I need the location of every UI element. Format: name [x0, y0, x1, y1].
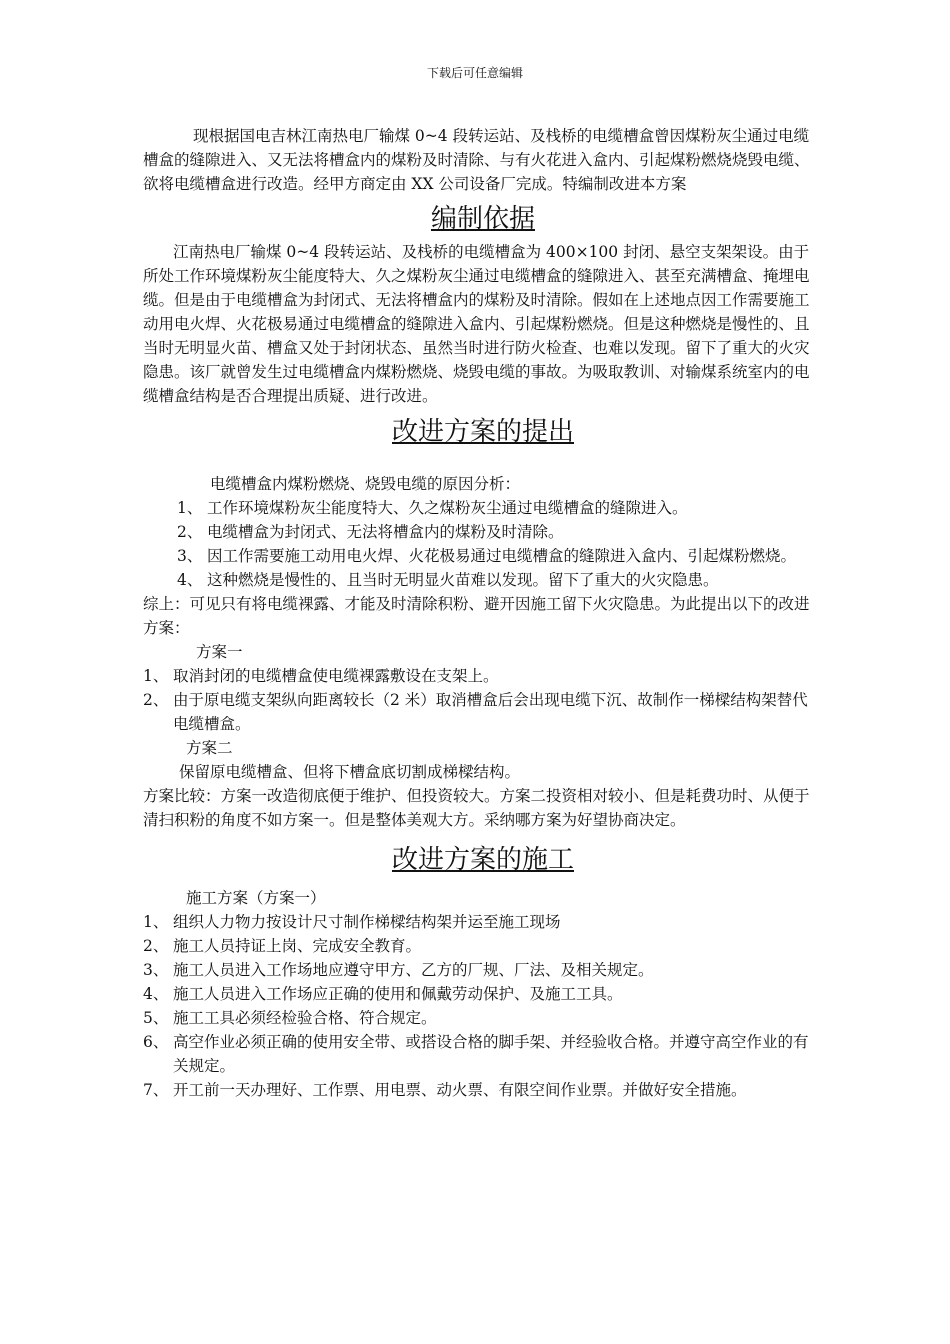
list-item: 4、 施工人员进入工作场应正确的使用和佩戴劳动保护、及施工工具。 — [143, 985, 623, 1003]
list-item: 1、 组织人力物力按设计尺寸制作梯樑结构架并运至施工现场 — [143, 913, 561, 931]
list-item: 5、 施工工具必须经检验合格、符合规定。 — [143, 1009, 437, 1027]
section-title-construction: 改进方案的施工 — [391, 845, 574, 875]
list-item: 1、 取消封闭的电缆槽盒使电缆裸露敷设在支架上。 — [143, 667, 499, 685]
construction-plan-title: 施工方案（方案一） — [186, 889, 326, 907]
construction-list — [143, 910, 823, 1102]
summary-paragraph: 综上：可见只有将电缆裸露、才能及时清除积粉、避开因施工留下火灾隐患。为此提出以下的改进方案： — [143, 595, 810, 637]
comparison-paragraph: 方案比较：方案一改造彻底便于维护、但投资较大。方案二投资相对较小、但是耗费功时、从便于清扫积粉的角度不如方案一。但是整体美观大方。采纳哪方案为好望协商决定。 — [143, 787, 810, 829]
list-item: 1、 工作环境煤粉灰尘能度特大、久之煤粉灰尘通过电缆槽盒的缝隙进入。 — [177, 499, 688, 517]
list-item: 4、 这种燃烧是慢性的、且当时无明显火苗难以发现。留下了重大的火灾隐患。 — [177, 571, 719, 589]
document-body — [143, 124, 823, 1102]
plan1-title: 方案一 — [196, 643, 243, 661]
page-header: 下载后可任意编辑 — [426, 66, 523, 80]
list-item: 6、 高空作业必须正确的使用安全带、或搭设合格的脚手架、并经验收合格。并遵守高空作业的有关规定。 — [143, 1033, 809, 1075]
list-item: 2、 由于原电缆支架纵向距离较长（2 米）取消槽盒后会出现电缆下沉、故制作一梯樑结构架替代电缆槽盒。 — [143, 691, 808, 733]
list-item: 3、 因工作需要施工动用电火焊、火花极易通过电缆槽盒的缝隙进入盒内、引起煤粉燃烧。 — [177, 547, 797, 565]
analysis-title: 电缆槽盒内煤粉燃烧、烧毁电缆的原因分析： — [210, 475, 521, 493]
plan1-list — [143, 664, 823, 736]
list-item: 3、 施工人员进入工作场地应遵守甲方、乙方的厂规、厂法、及相关规定。 — [143, 961, 654, 979]
plan2-text: 保留原电缆槽盒、但将下槽盒底切割成梯樑结构。 — [179, 763, 521, 781]
basis-paragraph: 江南热电厂输煤 0~4 段转运站、及栈桥的电缆槽盒为 400×100 封闭、悬空支架架设。由于所处工作环境煤粉灰尘能度特大、久之煤粉灰尘通过电缆槽盒的缝隙进入、甚至充满槽盒、掩埋电缆。但是由于电缆槽盒为封闭式、无法将槽盒内的煤粉及时清除。假如在上述地点因工作需要施工动用电火焊、火花极易通过电缆槽盒的缝隙进入盒内、引起煤粉燃烧。但是这种燃烧是慢性的、且当时无明显火苗、槽盒又处于封闭状态、虽然当时进行防火检查、也难以发现。留下了重大的火灾隐患。该厂就曾发生过电缆槽盒内煤粉燃烧、烧毁电缆的事故。为吸取教训、对输煤系统室内的电缆槽盒结构是否合理提出质疑、进行改进。 — [143, 243, 810, 405]
cause-list — [143, 496, 823, 592]
section-title-basis: 编制依据 — [430, 204, 535, 234]
plan2-title: 方案二 — [186, 739, 233, 757]
list-item: 7、 开工前一天办理好、工作票、用电票、动火票、有限空间作业票。并做好安全措施。 — [143, 1081, 747, 1099]
section-title-proposal: 改进方案的提出 — [391, 417, 574, 447]
list-item: 2、 电缆槽盒为封闭式、无法将槽盒内的煤粉及时清除。 — [177, 523, 564, 541]
intro-paragraph: 现根据国电吉林江南热电厂输煤 0~4 段转运站、及栈桥的电缆槽盒曾因煤粉灰尘通过电缆槽盒的缝隙进入、又无法将槽盒内的煤粉及时清除、与有火花进入盒内、引起煤粉燃烧烧毁电缆、欲将电缆槽盒进行改造。经甲方商定由 XX 公司设备厂完成。特编制改进本方案 — [143, 127, 810, 193]
list-item: 2、 施工人员持证上岗、完成安全教育。 — [143, 937, 422, 955]
